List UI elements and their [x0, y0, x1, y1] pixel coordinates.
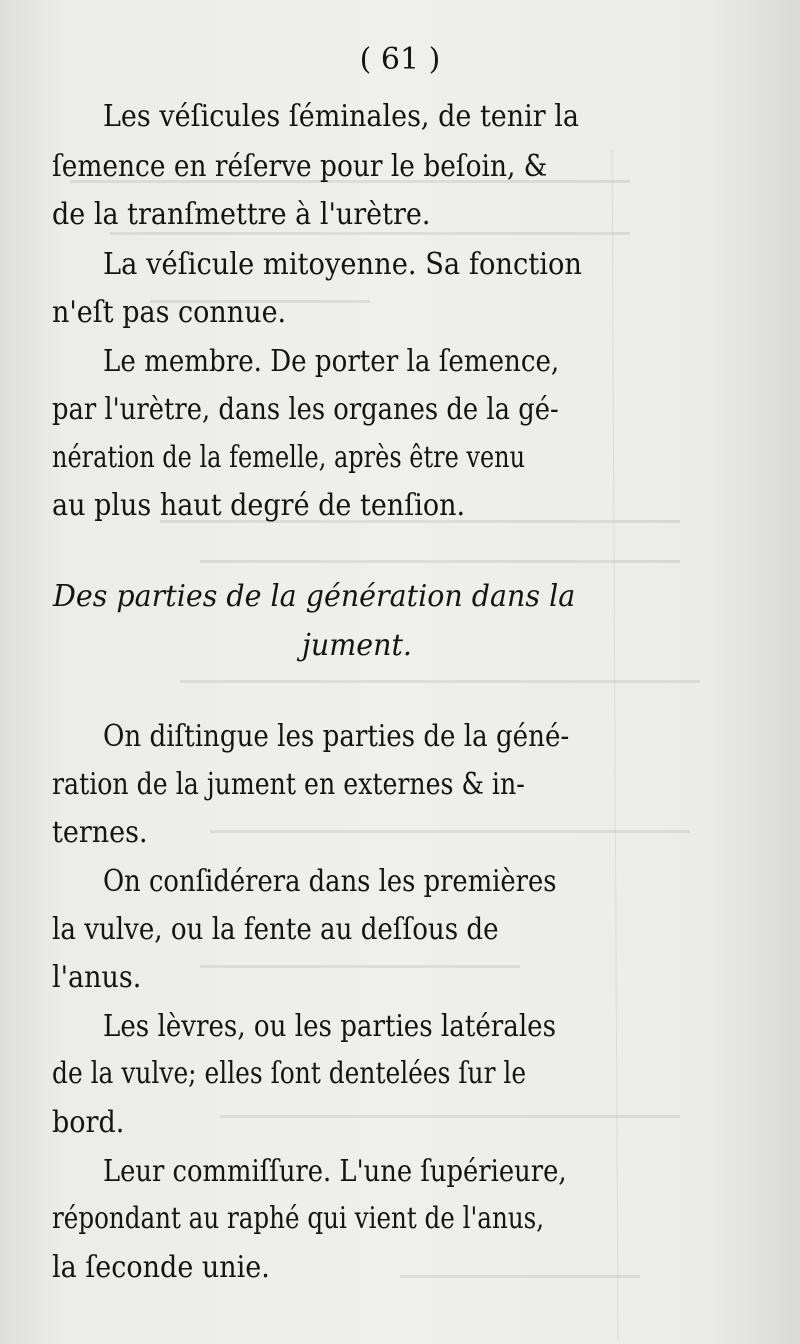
text-line: [0, 390, 800, 430]
section-heading-text: jument.: [302, 628, 412, 663]
text-line: [0, 195, 800, 235]
line-text: répondant au raphé qui vient de l'anus,: [52, 1201, 545, 1236]
text-line: [0, 958, 800, 998]
line-text: au plus haut degré de tenſion.: [52, 488, 466, 523]
text-line: [0, 1248, 800, 1288]
text-line: [0, 1054, 800, 1094]
text-line: [0, 717, 800, 757]
text-line: [0, 147, 800, 187]
line-text: On conſidérera dans les premières: [103, 864, 557, 899]
text-line: [0, 245, 800, 285]
line-text: de la vulve; elles ſont dentelées ſur le: [52, 1056, 527, 1091]
text-line: [0, 1199, 800, 1239]
line-text: Le membre. De porter la ſemence,: [103, 344, 560, 379]
text-line: [0, 910, 800, 950]
text-line: [0, 1152, 800, 1192]
text-line: [0, 765, 800, 805]
line-text: l'anus.: [52, 960, 142, 995]
text-line: [0, 813, 800, 853]
line-text: la ſeconde unie.: [52, 1250, 270, 1285]
line-text: n'eſt pas connue.: [52, 295, 287, 330]
line-text: La véſicule mitoyenne. Sa fonction: [103, 247, 583, 282]
section-heading-text: Des parties de la génération dans la: [53, 579, 576, 614]
text-line: [0, 1103, 800, 1143]
line-text: nération de la femelle, après être venu: [52, 440, 526, 475]
line-text: bord.: [52, 1105, 125, 1140]
line-text: ternes.: [52, 815, 148, 850]
text-line: [0, 293, 800, 333]
line-text: ſemence en réſerve pour le beſoin, &: [52, 149, 548, 184]
section-heading-line: [0, 577, 800, 617]
text-line: [0, 862, 800, 902]
text-line: [0, 1007, 800, 1047]
line-text: Les véſicules ſéminales, de tenir la: [103, 99, 580, 134]
text-line: [0, 438, 800, 478]
text-line: [0, 97, 800, 137]
line-text: Leur commiſſure. L'une ſupérieure,: [103, 1154, 567, 1189]
line-text: la vulve, ou la fente au deſſous de: [52, 912, 499, 947]
section-heading-line: [0, 626, 800, 666]
page-number: ( 61 ): [359, 42, 441, 77]
line-text: ration de la jument en externes & in-: [52, 767, 525, 802]
line-text: On diſtingue les parties de la géné-: [103, 719, 570, 754]
line-text: Les lèvres, ou les parties latérales: [103, 1009, 557, 1044]
text-line: [0, 342, 800, 382]
text-line: [0, 486, 800, 526]
line-text: par l'urètre, dans les organes de la gé-: [52, 392, 559, 427]
line-text: de la tranſmettre à l'urètre.: [52, 197, 431, 232]
